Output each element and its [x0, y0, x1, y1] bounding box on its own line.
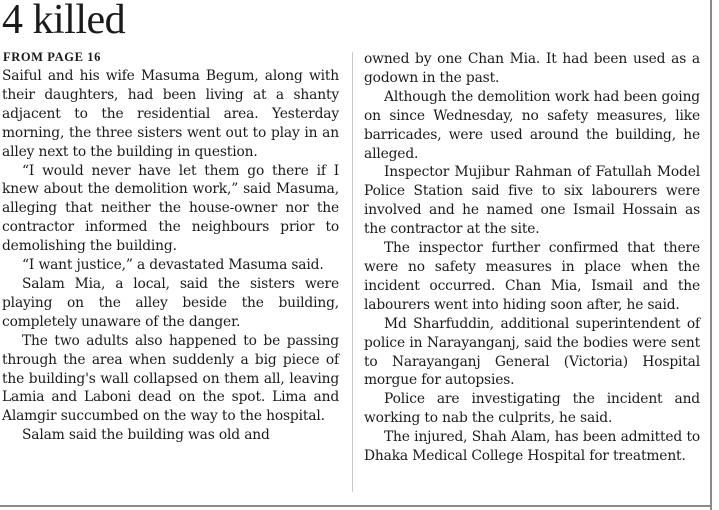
paragraph: The inspector further confirmed that there were no safety measures in place when the incident occurred. Chan Mia, Ismail and the labourers went into hiding soon after, he said. [364, 240, 700, 313]
clipping-edge-right [710, 0, 712, 510]
column-divider [352, 52, 353, 492]
paragraph: “I would never have let them go there if I knew about the demolition work,” said Masuma, alleging that neither the house-owner nor the contractor informed the neighbours prior to demolishing the building. [2, 162, 339, 255]
paragraph: Inspector Mujibur Rahman of Fatullah Model Police Station said five to six labourers were involved and he named one Ismail Hossain as the contractor at the site. [364, 164, 700, 238]
paragraph: Salam Mia, a local, said the sisters were playing on the alley beside the building, completely unaware of the danger. [2, 275, 339, 330]
clipping-edge-bottom [0, 505, 711, 507]
headline: 4 killed [2, 0, 126, 43]
paragraph: Md Sharfuddin, additional superintendent of police in Narayanganj, said the bodies were sent to Narayanganj General (Victoria) Hospital morgue for autopsies. [364, 315, 700, 389]
paragraph: Saiful and his wife Masuma Begum, along with their daughters, had been living at a shanty adjacent to the residential area. Yesterday morning, the three sisters went out to play in an alley next to the building in question. [2, 68, 339, 160]
paragraph: The two adults also happened to be passing through the area when suddenly a big piece of the building's wall collapsed on them all, leaving Lamia and Laboni dead on the spot. Lima and Alamgir succumbed on the way to the hospital. [2, 332, 339, 425]
paragraph: Salam said the building was old and [22, 427, 270, 444]
paragraph: Police are investigating the incident and working to nab the culprits, he said. [364, 391, 700, 427]
paragraph: “I want justice,” a devastated Masuma said. [22, 257, 324, 274]
paragraph: Although the demolition work had been going on since Wednesday, no safety measures, like barricades, were used around the building, he alleged. [364, 88, 700, 162]
article-column-right [364, 50, 700, 466]
paragraph: owned by one Chan Mia. It had been used as a godown in the past. [364, 51, 700, 86]
paragraph: The injured, Shah Alam, has been admitted to Dhaka Medical College Hospital for treatment. [364, 429, 700, 465]
article-column-left [2, 67, 339, 445]
continued-from-line: FROM PAGE 16 [3, 50, 101, 64]
